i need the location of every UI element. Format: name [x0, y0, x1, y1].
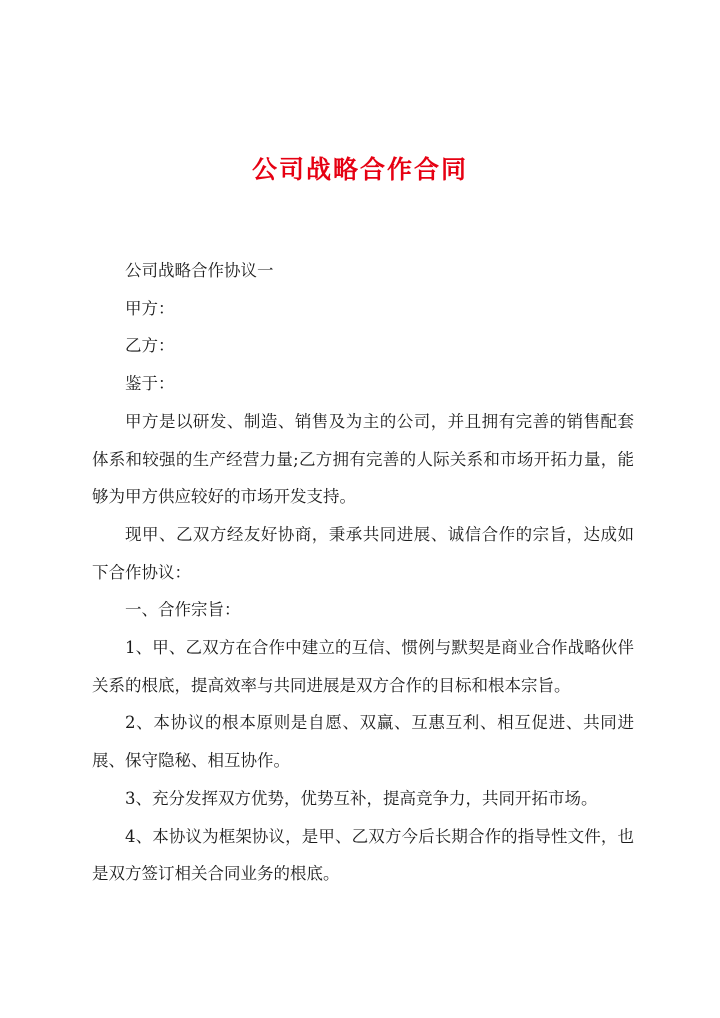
whereas-line: 鉴于：: [125, 374, 175, 394]
document-body: [92, 252, 634, 893]
clause-1: 1、甲、乙双方在合作中建立的互信、惯例与默契是商业合作战略伙伴关系的根底，提高效率与共同进展是双方合作的目标和根本宗旨。: [92, 638, 634, 695]
agreement-subtitle: 公司战略合作协议一: [125, 261, 274, 280]
clause-2: 2、本协议的根本原则是自愿、双赢、互惠互利、相互促进、共同进展、保守隐秘、相互协作。: [92, 713, 634, 771]
agreement-intro-paragraph: 现甲、乙双方经友好协商，秉承共同进展、诚信合作的宗旨，达成如下合作协议：: [92, 524, 634, 582]
clause-3: 3、充分发挥双方优势，优势互补，提高竞争力，共同开拓市场。: [125, 788, 598, 808]
section-heading-purpose: 一、合作宗旨：: [125, 600, 241, 620]
party-b-line: 乙方：: [125, 336, 175, 356]
background-paragraph: 甲方是以研发、制造、销售及为主的公司，并且拥有完善的销售配套体系和较强的生产经营力量;乙方拥有完善的人际关系和市场开拓力量，能够为甲方供应较好的市场开发支持。: [92, 411, 634, 507]
party-a-line: 甲方：: [125, 298, 175, 318]
clause-4: 4、本协议为框架协议，是甲、乙双方今后长期合作的指导性文件，也是双方签订相关合同业务的根底。: [92, 826, 634, 884]
document-title: 公司战略合作合同: [251, 155, 468, 184]
